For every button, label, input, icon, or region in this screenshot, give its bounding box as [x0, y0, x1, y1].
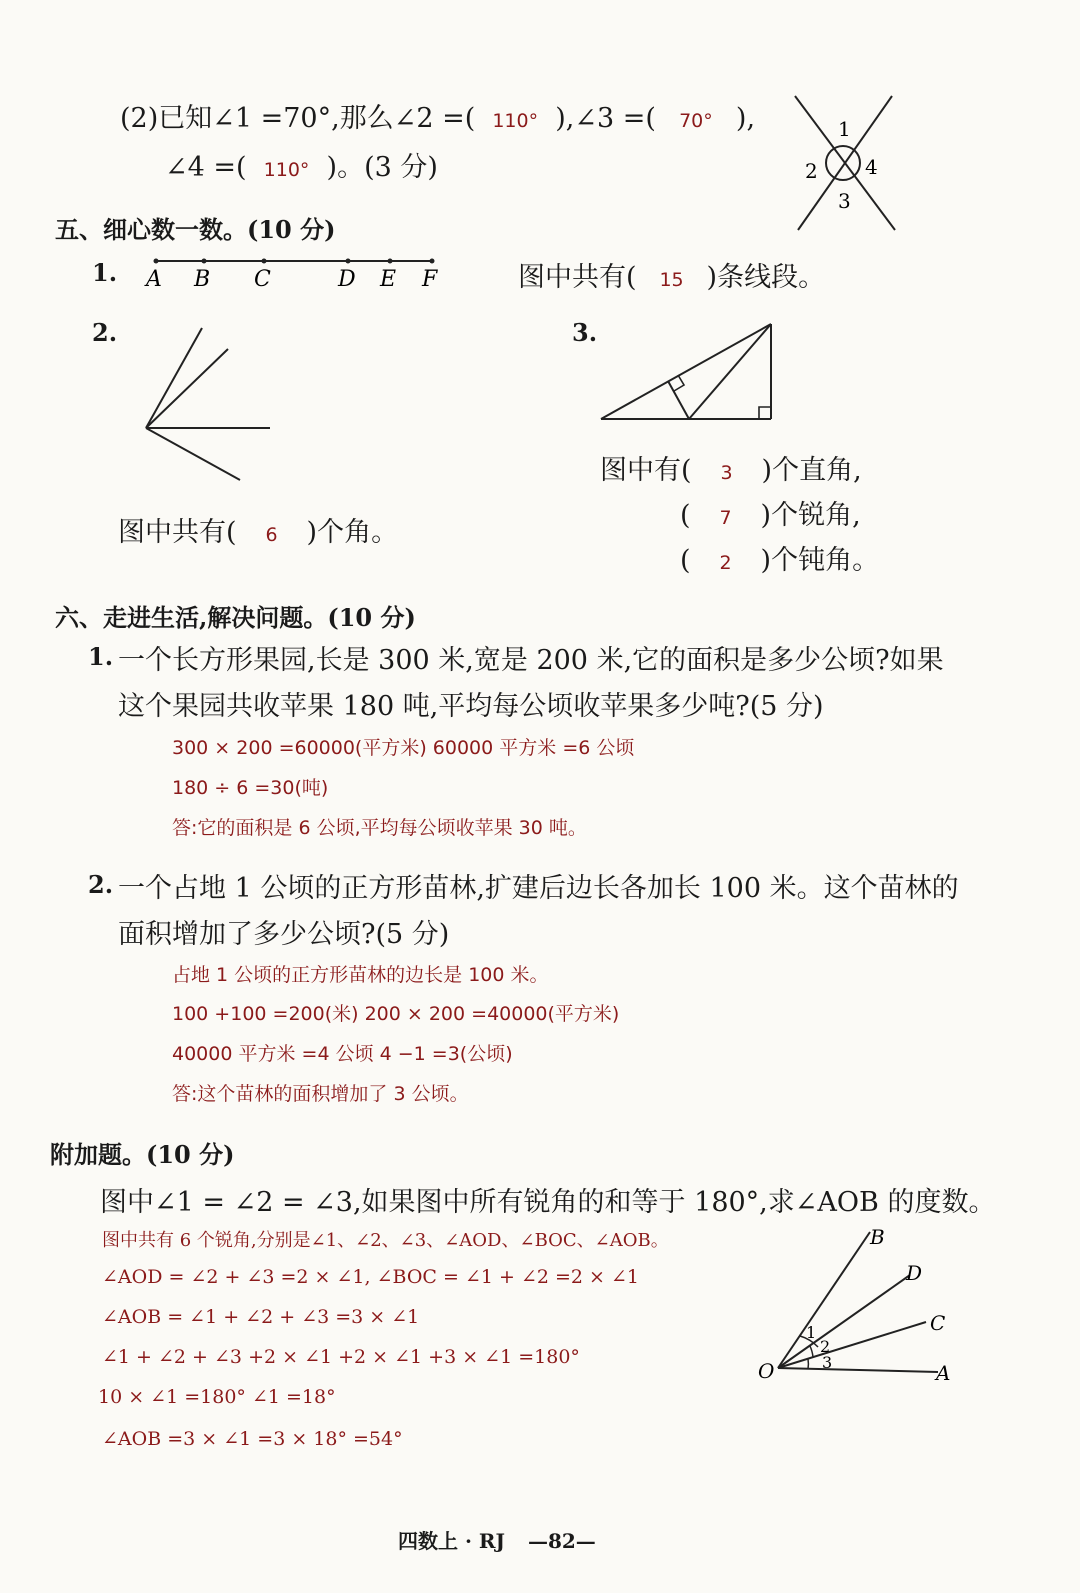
s6-p2-number: 2. [88, 870, 114, 899]
q2-line2-prefix: ∠4 =( [165, 152, 247, 183]
intersecting-lines-figure [780, 88, 910, 238]
point-B: B [194, 267, 211, 292]
s6-p1-work-1: 300 × 200 =60000(平方米) 60000 平方米 =6 公顷 [172, 737, 635, 759]
fig-point-B: B [870, 1225, 885, 1249]
answer-angle4: 110° [263, 159, 310, 181]
s6-p2-line1: 一个占地 1 公顷的正方形苗林,扩建后边长各加长 100 米。这个苗林的 [118, 873, 959, 904]
s5-q1-suffix: )条线段。 [706, 262, 826, 293]
s5-q3-line3 [680, 538, 879, 577]
s5-q3-line2 [680, 493, 861, 532]
bonus-title: 附加题。(10 分) [50, 1140, 235, 1169]
bonus-work-6: ∠AOB =3 × ∠1 =3 × 18° =54° [102, 1428, 403, 1450]
q2-line2-end: )。(3 分) [326, 152, 438, 183]
answer-angles: 6 [265, 524, 278, 546]
s5-q1-number: 1. [92, 258, 118, 287]
fig-angle-2: 2 [820, 1337, 831, 1356]
s5-q3-line1-prefix: 图中有( [600, 455, 692, 486]
s6-p2-work-3: 40000 平方米 =4 公顷 4 −1 =3(公顷) [172, 1043, 513, 1065]
bonus-work-5: 10 × ∠1 =180° ∠1 =18° [98, 1386, 336, 1408]
footer-text: 四数上 · RJ [398, 1529, 505, 1553]
s6-p2-work-2: 100 +100 =200(米) 200 × 200 =40000(平方米) [172, 1003, 620, 1025]
s5-q3-line2-suffix: )个锐角, [760, 500, 861, 531]
s5-q2-suffix: )个角。 [306, 517, 399, 548]
q2-line1 [120, 96, 755, 135]
answer-angle2: 110° [492, 110, 539, 132]
answer-segments: 15 [659, 269, 684, 291]
answer-angle3: 70° [679, 110, 713, 132]
q2-line2 [165, 145, 438, 184]
s5-q1-text [518, 255, 825, 294]
bonus-work-3: ∠AOB = ∠1 + ∠2 + ∠3 =3 × ∠1 [102, 1306, 420, 1328]
s6-p2-work-4: 答:这个苗林的面积增加了 3 公顷。 [172, 1083, 469, 1105]
s6-p1-work-2: 180 ÷ 6 =30(吨) [172, 777, 329, 799]
s5-q3-line1-suffix: )个直角, [761, 455, 862, 486]
s5-q3-line1 [600, 448, 862, 487]
bonus-work-4: ∠1 + ∠2 + ∠3 +2 × ∠1 +2 × ∠1 +3 × ∠1 =180° [102, 1346, 580, 1368]
s6-p2-work-1: 占地 1 公顷的正方形苗林的边长是 100 米。 [172, 964, 549, 986]
s5-q3-open-3: ( [680, 545, 691, 576]
bonus-question: 图中∠1 = ∠2 = ∠3,如果图中所有锐角的和等于 180°,求∠AOB 的度数。 [100, 1187, 996, 1218]
s6-p1-line2: 这个果园共收苹果 180 吨,平均每公顷收苹果多少吨?(5 分) [118, 691, 824, 722]
fig-label-3: 3 [838, 189, 851, 213]
s5-q1-prefix: 图中共有( [518, 262, 637, 293]
fig-point-C: C [930, 1311, 946, 1335]
q2-mid: ),∠3 =( [555, 103, 656, 134]
s5-q3-number: 3. [572, 318, 598, 347]
fig-point-O: O [758, 1359, 775, 1383]
fig-label-1: 1 [838, 117, 851, 141]
s6-p2-line2: 面积增加了多少公顷?(5 分) [118, 919, 450, 950]
fig-point-A: A [936, 1361, 951, 1385]
answer-obtuse-angles: 2 [719, 552, 732, 574]
point-F: F [422, 267, 438, 292]
segment-figure [140, 250, 450, 295]
s5-q2-text [118, 510, 398, 549]
s6-p1-line1: 一个长方形果园,长是 300 米,宽是 200 米,它的面积是多少公顷?如果 [118, 645, 944, 676]
q2-prefix: (2)已知∠1 =70°,那么∠2 =( [120, 103, 476, 134]
fig-angle-1: 1 [806, 1323, 817, 1342]
answer-acute-angles: 7 [719, 507, 732, 529]
page-number: —82— [527, 1529, 596, 1553]
s5-q3-open-2: ( [680, 500, 691, 531]
q2-end: ), [735, 103, 756, 134]
s5-q2-number: 2. [92, 318, 118, 347]
s5-q3-line3-suffix: )个钝角。 [760, 545, 880, 576]
bonus-work-1: 图中共有 6 个锐角,分别是∠1、∠2、∠3、∠AOD、∠BOC、∠AOB。 [102, 1230, 669, 1251]
angles-figure [140, 320, 280, 490]
section6-title: 六、走进生活,解决问题。(10 分) [55, 603, 416, 632]
fig-angle-3: 3 [822, 1353, 833, 1372]
point-D: D [338, 267, 356, 292]
point-A: A [146, 267, 162, 292]
section5-title: 五、细心数一数。(10 分) [55, 215, 336, 244]
answer-right-angles: 3 [720, 462, 733, 484]
angle-aob-figure [750, 1220, 960, 1395]
fig-label-2: 2 [805, 159, 818, 183]
s5-q2-prefix: 图中共有( [118, 517, 237, 548]
footer-label [398, 1525, 596, 1554]
s6-p1-work-3: 答:它的面积是 6 公顷,平均每公顷收苹果 30 吨。 [172, 817, 587, 839]
point-C: C [254, 267, 271, 292]
fig-label-4: 4 [865, 155, 878, 179]
point-E: E [380, 267, 397, 292]
s6-p1-number: 1. [88, 642, 114, 671]
bonus-work-2: ∠AOD = ∠2 + ∠3 =2 × ∠1, ∠BOC = ∠1 + ∠2 =2 × ∠1 [102, 1266, 640, 1288]
fig-point-D: D [906, 1261, 923, 1285]
triangle-figure [595, 318, 780, 428]
